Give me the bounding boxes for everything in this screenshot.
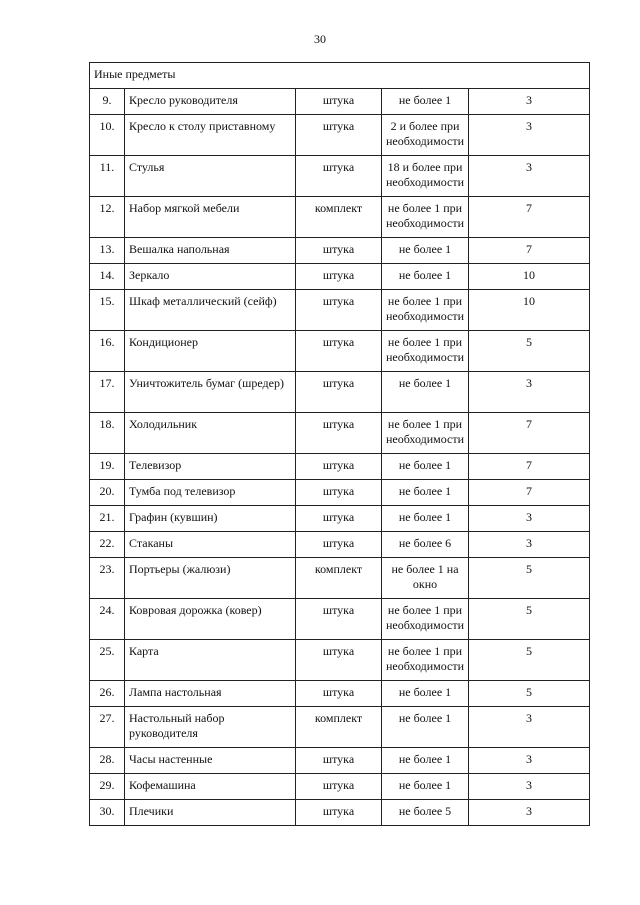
item-term: 3: [469, 372, 590, 413]
item-unit: штука: [296, 413, 382, 454]
item-name: Холодильник: [125, 413, 296, 454]
item-quantity: не более 1 при необходимости: [382, 331, 469, 372]
item-unit: штука: [296, 331, 382, 372]
item-unit: штука: [296, 480, 382, 506]
row-number: 18.: [90, 413, 125, 454]
table-row: [90, 331, 590, 372]
item-unit: штука: [296, 115, 382, 156]
item-unit: штука: [296, 599, 382, 640]
table-row: [90, 599, 590, 640]
item-term: 3: [469, 156, 590, 197]
table-row: [90, 413, 590, 454]
item-unit: штука: [296, 156, 382, 197]
item-term: 7: [469, 413, 590, 454]
item-quantity: не более 1: [382, 774, 469, 800]
section-header-row: [90, 63, 590, 89]
table-row: [90, 532, 590, 558]
table-row: [90, 89, 590, 115]
item-unit: штука: [296, 640, 382, 681]
item-unit: комплект: [296, 558, 382, 599]
item-quantity: не более 1: [382, 707, 469, 748]
section-title: Иные предметы: [90, 63, 590, 89]
table-row: [90, 197, 590, 238]
item-name: Уничтожитель бумаг (шредер): [125, 372, 296, 413]
item-unit: штука: [296, 681, 382, 707]
item-term: 3: [469, 89, 590, 115]
item-unit: штука: [296, 372, 382, 413]
row-number: 30.: [90, 800, 125, 826]
table-row: [90, 774, 590, 800]
item-name: Кресло к столу приставному: [125, 115, 296, 156]
item-quantity: 18 и более при необходимости: [382, 156, 469, 197]
row-number: 25.: [90, 640, 125, 681]
item-quantity: не более 1: [382, 89, 469, 115]
table-row: [90, 372, 590, 413]
table-row: [90, 290, 590, 331]
item-quantity: не более 1: [382, 454, 469, 480]
item-unit: штука: [296, 506, 382, 532]
item-quantity: не более 1 при необходимости: [382, 640, 469, 681]
item-term: 5: [469, 681, 590, 707]
items-table: [89, 62, 590, 826]
item-term: 3: [469, 532, 590, 558]
item-unit: штука: [296, 800, 382, 826]
item-name: Вешалка напольная: [125, 238, 296, 264]
item-quantity: 2 и более при необходимости: [382, 115, 469, 156]
table-row: [90, 558, 590, 599]
item-term: 5: [469, 640, 590, 681]
row-number: 20.: [90, 480, 125, 506]
item-term: 10: [469, 290, 590, 331]
item-quantity: не более 1 при необходимости: [382, 413, 469, 454]
item-quantity: не более 1: [382, 506, 469, 532]
item-name: Набор мягкой мебели: [125, 197, 296, 238]
row-number: 15.: [90, 290, 125, 331]
row-number: 14.: [90, 264, 125, 290]
item-name: Зеркало: [125, 264, 296, 290]
item-unit: штука: [296, 264, 382, 290]
row-number: 21.: [90, 506, 125, 532]
table-row: [90, 800, 590, 826]
table-row: [90, 480, 590, 506]
item-term: 5: [469, 558, 590, 599]
item-name: Графин (кувшин): [125, 506, 296, 532]
item-name: Ковровая дорожка (ковер): [125, 599, 296, 640]
item-quantity: не более 1 при необходимости: [382, 599, 469, 640]
item-unit: штука: [296, 532, 382, 558]
item-name: Плечики: [125, 800, 296, 826]
table-row: [90, 454, 590, 480]
row-number: 11.: [90, 156, 125, 197]
row-number: 12.: [90, 197, 125, 238]
table-row: [90, 707, 590, 748]
item-quantity: не более 1: [382, 372, 469, 413]
item-name: Настольный набор руководителя: [125, 707, 296, 748]
item-term: 7: [469, 197, 590, 238]
row-number: 13.: [90, 238, 125, 264]
row-number: 29.: [90, 774, 125, 800]
item-term: 3: [469, 115, 590, 156]
table-row: [90, 264, 590, 290]
item-quantity: не более 1: [382, 238, 469, 264]
item-term: 3: [469, 774, 590, 800]
item-unit: штука: [296, 774, 382, 800]
item-name: Кофемашина: [125, 774, 296, 800]
item-name: Лампа настольная: [125, 681, 296, 707]
item-unit: комплект: [296, 197, 382, 238]
item-name: Кондиционер: [125, 331, 296, 372]
item-unit: штука: [296, 238, 382, 264]
item-quantity: не более 1: [382, 748, 469, 774]
item-quantity: не более 1 на окно: [382, 558, 469, 599]
item-name: Стаканы: [125, 532, 296, 558]
table-row: [90, 238, 590, 264]
item-name: Карта: [125, 640, 296, 681]
item-term: 7: [469, 480, 590, 506]
item-term: 5: [469, 599, 590, 640]
item-name: Часы настенные: [125, 748, 296, 774]
item-quantity: не более 6: [382, 532, 469, 558]
row-number: 22.: [90, 532, 125, 558]
row-number: 19.: [90, 454, 125, 480]
item-unit: штука: [296, 290, 382, 331]
item-term: 5: [469, 331, 590, 372]
item-term: 10: [469, 264, 590, 290]
item-quantity: не более 1: [382, 264, 469, 290]
items-table-body: [90, 63, 590, 826]
table-row: [90, 748, 590, 774]
table-row: [90, 506, 590, 532]
row-number: 10.: [90, 115, 125, 156]
item-term: 3: [469, 748, 590, 774]
item-unit: штука: [296, 748, 382, 774]
item-name: Телевизор: [125, 454, 296, 480]
row-number: 24.: [90, 599, 125, 640]
item-name: Стулья: [125, 156, 296, 197]
table-row: [90, 681, 590, 707]
table-row: [90, 156, 590, 197]
row-number: 17.: [90, 372, 125, 413]
item-name: Шкаф металлический (сейф): [125, 290, 296, 331]
row-number: 26.: [90, 681, 125, 707]
item-term: 7: [469, 238, 590, 264]
item-quantity: не более 1 при необходимости: [382, 290, 469, 331]
item-quantity: не более 1: [382, 681, 469, 707]
item-unit: штука: [296, 454, 382, 480]
item-name: Кресло руководителя: [125, 89, 296, 115]
item-name: Портьеры (жалюзи): [125, 558, 296, 599]
row-number: 16.: [90, 331, 125, 372]
row-number: 23.: [90, 558, 125, 599]
item-unit: комплект: [296, 707, 382, 748]
item-quantity: не более 1 при необходимости: [382, 197, 469, 238]
page-number: 30: [314, 32, 326, 46]
table-row: [90, 115, 590, 156]
item-term: 7: [469, 454, 590, 480]
item-unit: штука: [296, 89, 382, 115]
item-quantity: не более 1: [382, 480, 469, 506]
row-number: 9.: [90, 89, 125, 115]
item-term: 3: [469, 707, 590, 748]
item-name: Тумба под телевизор: [125, 480, 296, 506]
item-quantity: не более 5: [382, 800, 469, 826]
row-number: 27.: [90, 707, 125, 748]
table-row: [90, 640, 590, 681]
item-term: 3: [469, 800, 590, 826]
item-term: 3: [469, 506, 590, 532]
row-number: 28.: [90, 748, 125, 774]
